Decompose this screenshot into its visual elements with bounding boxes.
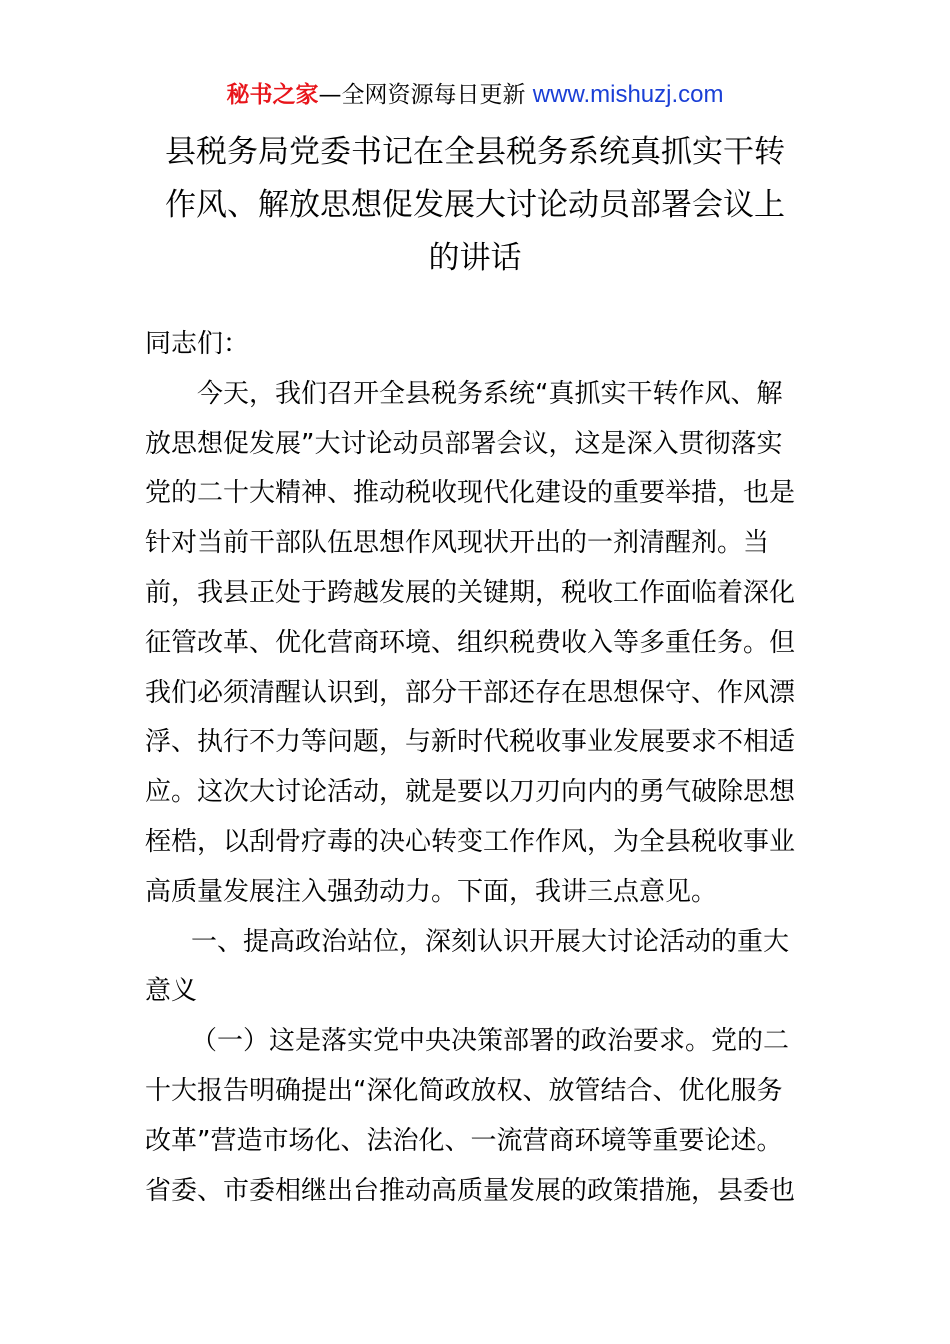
document-title xyxy=(145,126,805,285)
paragraph-line: 十大报告明确提出“深化简政放权、放管结合、优化服务 xyxy=(145,1075,783,1106)
title-line: 的讲话 xyxy=(428,240,522,276)
subsection-line: （一）这是落实党中央决策部署的政治要求。党的二 xyxy=(191,1026,790,1057)
paragraph-line: 前，我县正处于跨越发展的关键期，税收工作面临着深化 xyxy=(145,577,796,608)
title-line: 县税务局党委书记在全县税务系统真抓实干转 xyxy=(165,134,785,170)
paragraph-line: 省委、市委相继出台推动高质量发展的政策措施，县委也 xyxy=(145,1175,796,1206)
paragraph-line: 我们必须清醒认识到，部分干部还存在思想保守、作风漂 xyxy=(145,677,796,708)
paragraph-line: 放思想促发展”大讨论动员部署会议，这是深入贯彻落实 xyxy=(145,428,783,459)
salutation: 同志们： xyxy=(145,329,250,359)
paragraph-line: 今天，我们召开全县税务系统“真抓实干转作风、解 xyxy=(197,378,783,409)
paragraph-line: 应。这次大讨论活动，就是要以刀刃向内的勇气破除思想 xyxy=(145,777,796,808)
section-heading: 一、提高政治站位，深刻认识开展大讨论活动的重大 xyxy=(191,926,790,957)
section-heading: 意义 xyxy=(145,976,198,1007)
paragraph-line: 征管改革、优化营商环境、组织税费收入等多重任务。但 xyxy=(145,627,796,658)
site-header xyxy=(0,78,950,112)
title-line: 作风、解放思想促发展大讨论动员部署会议上 xyxy=(165,187,785,223)
paragraph-line: 高质量发展注入强劲动力。下面，我讲三点意见。 xyxy=(145,876,718,907)
paragraph-line: 针对当前干部队伍思想作风现状开出的一剂清醒剂。当 xyxy=(145,528,770,559)
paragraph-line: 党的二十大精神、推动税收现代化建设的重要举措，也是 xyxy=(145,478,796,509)
document-body xyxy=(145,320,825,1216)
site-tagline: —全网资源每日更新 xyxy=(318,82,533,108)
paragraph-line: 浮、执行不力等问题，与新时代税收事业发展要求不相适 xyxy=(145,727,796,758)
site-brand: 秘书之家 xyxy=(226,82,319,108)
site-url[interactable]: www.mishuzj.com xyxy=(532,81,724,108)
paragraph-line: 桎梏，以刮骨疗毒的决心转变工作作风，为全县税收事业 xyxy=(145,826,796,857)
paragraph-line: 改革”营造市场化、法治化、一流营商环境等重要论述。 xyxy=(145,1125,783,1156)
